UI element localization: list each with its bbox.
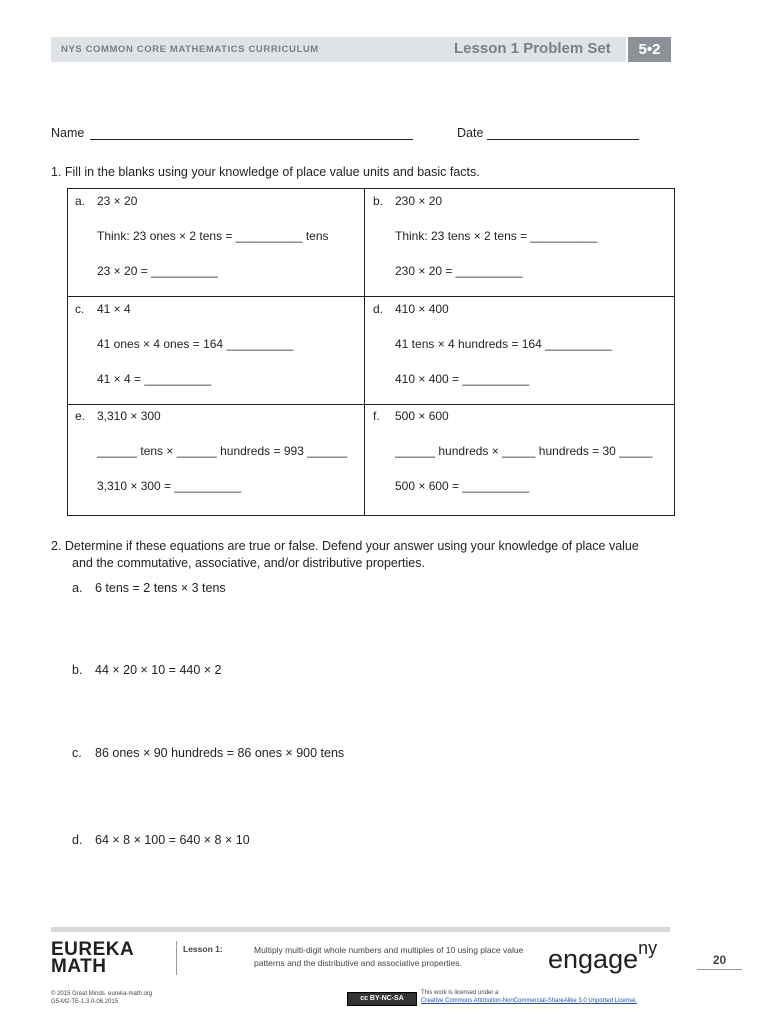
question-1-prompt: 1. Fill in the blanks using your knowledge of place value units and basic facts. [51,165,480,179]
cell-e-letter: e. [75,409,86,423]
lesson-title: Lesson 1 Problem Set [454,40,611,57]
copyright-line-2: G5-M2-TE-1.3.0-06.2015 [51,999,119,1005]
cell-a-think[interactable]: Think: 23 ones × 2 tens = __________ tens [97,229,329,243]
cell-e-answer[interactable]: 3,310 × 300 = __________ [97,479,242,493]
cell-f-expression: 500 × 600 [395,409,449,423]
page-number-rule [697,969,742,970]
copyright-line-1: © 2015 Great Minds. eureka-math.org [51,991,153,997]
cell-c-line1[interactable]: 41 ones × 4 ones = 164 __________ [97,337,294,351]
footer-lesson-label: Lesson 1: [183,944,223,954]
q2-item-b-letter: b. [72,663,83,677]
cell-f-answer[interactable]: 500 × 600 = __________ [395,479,530,493]
q2-item-b-equation: 44 × 20 × 10 = 440 × 2 [95,663,222,677]
table-divider-row-1 [67,296,675,297]
license-link[interactable]: Creative Commons Attribution-NonCommercial-ShareAlike 3.0 Unported License. [421,998,638,1004]
cell-a-letter: a. [75,194,86,208]
footer-lesson-description: Multiply multi-digit whole numbers and multiples of 10 using place value patterns and the distributive and associative properties. [254,945,524,968]
creative-commons-badge: cc BY-NC-SA [347,992,417,1006]
cell-d-expression: 410 × 400 [395,302,449,316]
cell-b-letter: b. [373,194,384,208]
name-label: Name [51,126,85,140]
footer-divider [176,941,177,975]
cell-a-expression: 23 × 20 [97,194,138,208]
copyright [51,990,152,1006]
table-divider-vertical [364,188,365,516]
curriculum-title: NYS COMMON CORE MATHEMATICS CURRICULUM [61,44,319,55]
page-number: 20 [712,953,727,967]
license-text: This work is licensed under a [421,990,499,996]
q2-item-c-letter: c. [72,746,82,760]
cell-d-answer[interactable]: 410 × 400 = __________ [395,372,530,386]
cell-d-letter: d. [373,302,384,316]
question-2-prompt-line-2: and the commutative, associative, and/or distributive properties. [72,556,425,570]
table-divider-row-2 [67,404,675,405]
cell-b-answer[interactable]: 230 × 20 = __________ [395,264,523,278]
cell-e-line1[interactable]: ______ tens × ______ hundreds = 993 ______ [97,444,348,458]
engage-text: engage [548,944,639,974]
date-label: Date [457,126,484,140]
cell-e-expression: 3,310 × 300 [97,409,161,423]
cell-b-expression: 230 × 20 [395,194,443,208]
module-badge: 5•2 [628,37,671,62]
q2-item-a-letter: a. [72,581,83,595]
footer-bar [51,927,670,932]
q2-item-a-equation: 6 tens = 2 tens × 3 tens [95,581,226,595]
cell-c-letter: c. [75,302,85,316]
q2-item-d-equation: 64 × 8 × 100 = 640 × 8 × 10 [95,833,250,847]
eureka-math-logo [51,941,134,975]
engageny-logo [548,938,658,975]
logo-line-1: EUREKA [51,939,135,960]
cell-d-line1[interactable]: 41 tens × 4 hundreds = 164 __________ [395,337,612,351]
date-field[interactable] [487,139,639,140]
cell-f-letter: f. [373,409,380,423]
cell-c-expression: 41 × 4 [97,302,131,316]
ny-text: ny [638,938,658,958]
name-field[interactable] [90,139,413,140]
q2-item-d-letter: d. [72,833,83,847]
cell-b-think[interactable]: Think: 23 tens × 2 tens = __________ [395,229,598,243]
cell-c-answer[interactable]: 41 × 4 = __________ [97,372,212,386]
cell-a-answer[interactable]: 23 × 20 = __________ [97,264,218,278]
q2-item-c-equation: 86 ones × 90 hundreds = 86 ones × 900 tens [95,746,345,760]
cell-f-line1[interactable]: ______ hundreds × _____ hundreds = 30 _____ [395,444,653,458]
question-2-prompt-line-1: 2. Determine if these equations are true or false. Defend your answer using your knowledge of place value [51,539,639,553]
logo-line-2: MATH [51,956,107,977]
